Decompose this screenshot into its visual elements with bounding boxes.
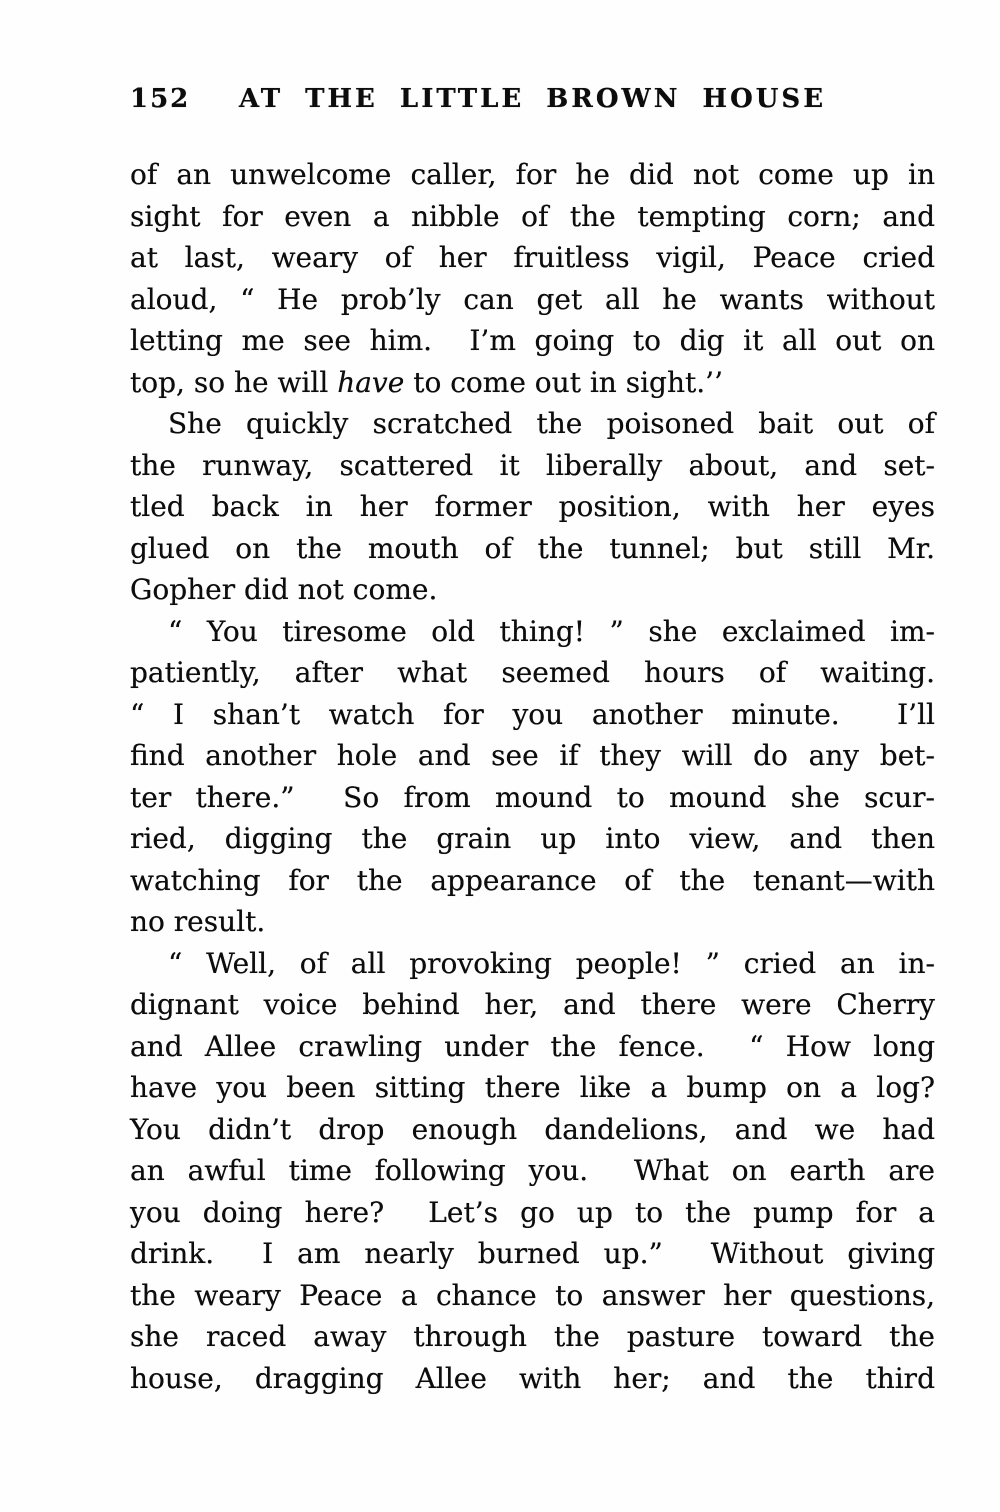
text-line: top, so he will have to come out in sight.’’ bbox=[130, 365, 723, 399]
text-line: dignant voice behind her, and there were Cherry bbox=[130, 988, 935, 1021]
text-line: drink. I am nearly burned up.” Without giving bbox=[130, 1237, 935, 1270]
text-line: letting me see him. I’m going to dig it all out on bbox=[130, 324, 935, 357]
text-line: ried, digging the grain up into view, and then bbox=[130, 822, 935, 855]
text-line: “ Well, of all provoking people! ” cried an in- bbox=[168, 946, 935, 980]
text-line: tled back in her former position, with her eyes bbox=[130, 490, 935, 523]
text-line: an awful time following you. What on earth are bbox=[130, 1154, 935, 1187]
page-body bbox=[130, 154, 935, 1399]
text-line: and Allee crawling under the fence. “ How long bbox=[130, 1029, 935, 1063]
text-line: at last, weary of her fruitless vigil, Peace cried bbox=[130, 241, 935, 274]
text-line: you doing here? Let’s go up to the pump for a bbox=[130, 1195, 935, 1229]
text-line: house, dragging Allee with her; and the third bbox=[130, 1361, 935, 1395]
text-line: glued on the mouth of the tunnel; but still Mr. bbox=[130, 531, 935, 565]
text-line: She quickly scratched the poisoned bait out of bbox=[168, 407, 935, 440]
text-line: Gopher did not come. bbox=[130, 573, 438, 606]
page-header bbox=[130, 84, 935, 118]
text-line: aloud, “ He prob’ly can get all he wants without bbox=[130, 282, 935, 316]
running-title: AT THE LITTLE BROWN HOUSE bbox=[238, 84, 827, 114]
paragraph bbox=[130, 403, 935, 611]
paragraph bbox=[130, 943, 935, 1400]
text-line: no result. bbox=[130, 905, 266, 938]
page-number: 152 bbox=[130, 84, 191, 114]
text-line: have you been sitting there like a bump on a log? bbox=[130, 1071, 935, 1104]
text-line: ter there.” So from mound to mound she scur- bbox=[130, 780, 935, 814]
text-line: find another hole and see if they will do any bet- bbox=[130, 739, 935, 772]
paragraph bbox=[130, 154, 935, 403]
text-line: watching for the appearance of the tenant—with bbox=[130, 863, 935, 897]
text-line: “ You tiresome old thing! ” she exclaimed im- bbox=[168, 614, 935, 648]
paragraphs bbox=[130, 154, 935, 1399]
text-line: patiently, after what seemed hours of waiting. bbox=[130, 656, 935, 689]
text-line: she raced away through the pasture toward the bbox=[130, 1320, 935, 1353]
text-line: of an unwelcome caller, for he did not come up in bbox=[130, 158, 935, 191]
text-line: You didn’t drop enough dandelions, and we had bbox=[130, 1112, 935, 1146]
text-line: the runway, scattered it liberally about, and set- bbox=[130, 448, 935, 482]
paragraph bbox=[130, 611, 935, 943]
text-line: “ I shan’t watch for you another minute. I’ll bbox=[130, 697, 935, 731]
text-line: sight for even a nibble of the tempting corn; and bbox=[130, 199, 935, 233]
text-line: the weary Peace a chance to answer her questions, bbox=[130, 1278, 935, 1312]
